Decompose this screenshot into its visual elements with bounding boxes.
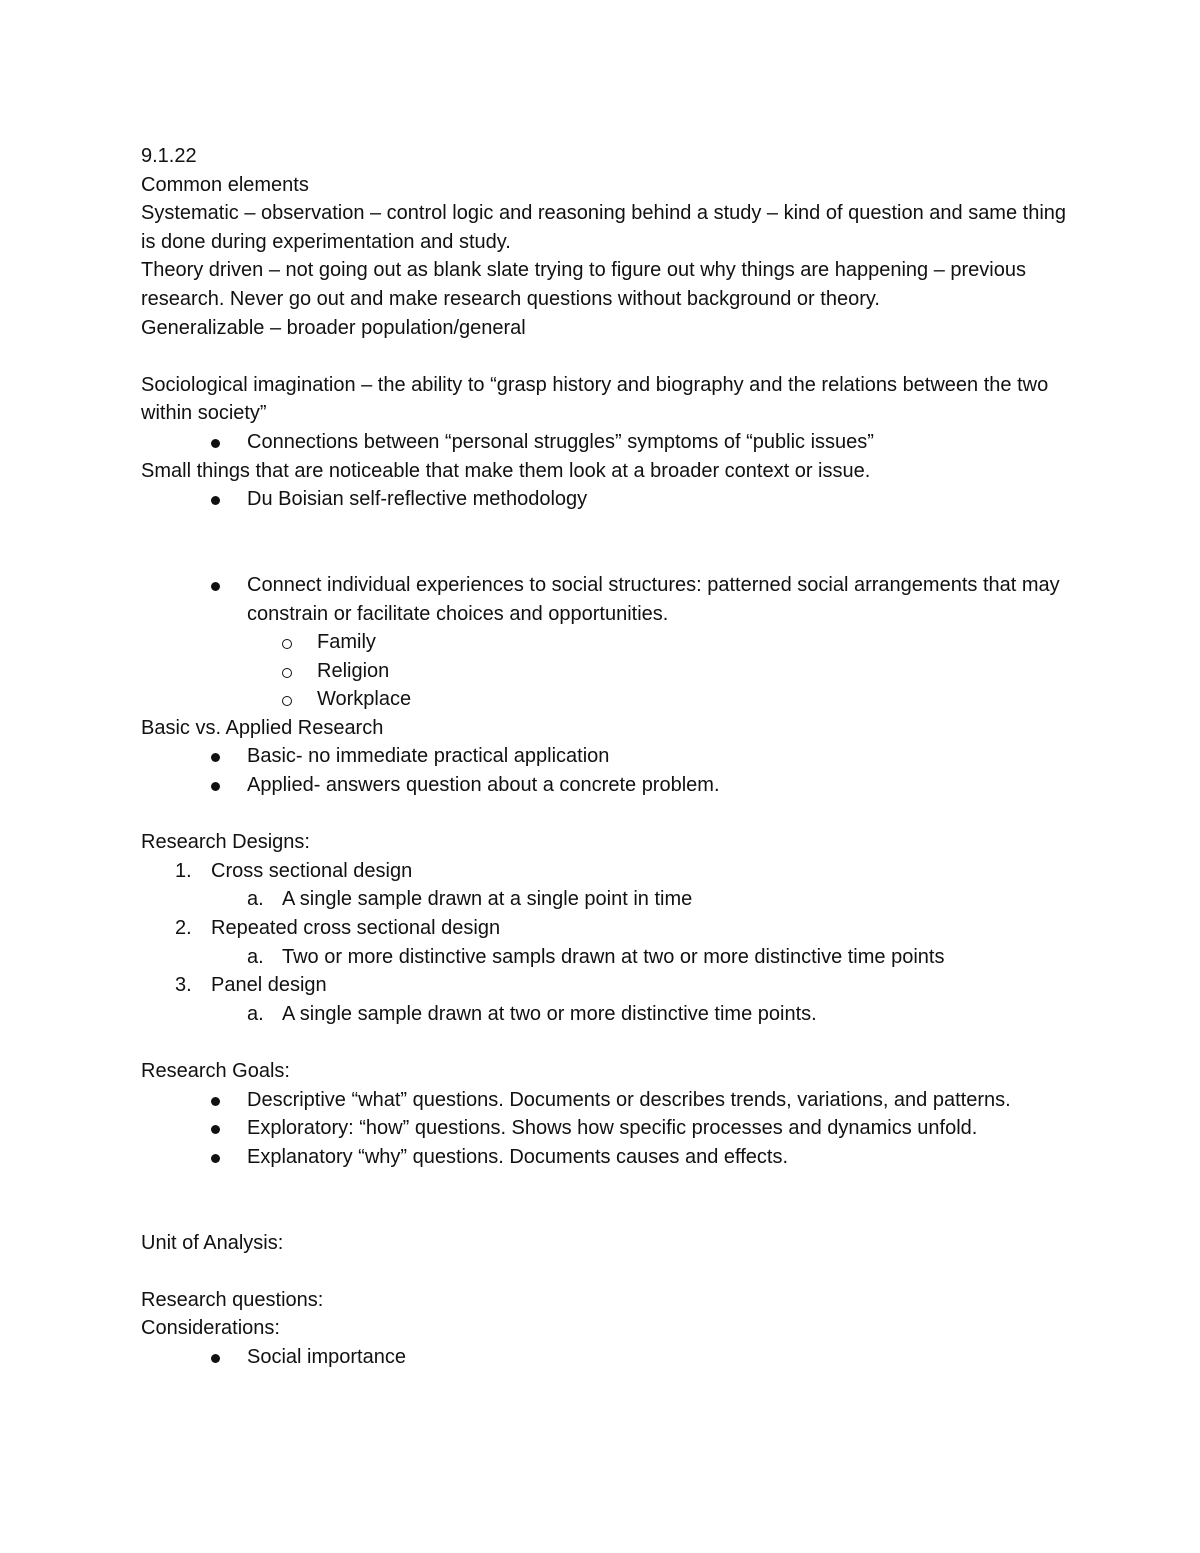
blank-line (141, 1171, 1071, 1228)
list-item-text: Du Boisian self-reflective methodology (247, 488, 588, 511)
list-item-text: Connect individual experiences to social structures: patterned social arrangements that may constrain or facilitate choices and opportunities. (247, 573, 1060, 625)
research-designs-heading: Research Designs: (141, 831, 310, 854)
list-item-text: Descriptive “what” questions. Documents or describes trends, variations, and patterns. (247, 1088, 1011, 1111)
list-number: 3. (175, 974, 192, 997)
sub-list-item (141, 657, 1071, 686)
list-item (141, 1114, 1071, 1143)
small-things-text: Small things that are noticeable that make them look at a broader context or issue. (141, 459, 871, 482)
sub-list-item (141, 628, 1071, 657)
circle-bullet-icon (282, 696, 292, 706)
bullet-icon (211, 1354, 220, 1363)
bullet-icon (211, 439, 220, 448)
blank-line (141, 1028, 1071, 1057)
lettered-item-text: Two or more distinctive sampls drawn at two or more distinctive time points (282, 945, 945, 968)
list-item-text: Connections between “personal struggles” symptoms of “public issues” (247, 430, 874, 453)
list-item-text: Exploratory: “how” questions. Shows how specific processes and dynamics unfold. (247, 1117, 978, 1140)
lettered-item (141, 885, 1071, 914)
numbered-item (141, 914, 1071, 943)
research-questions-heading: Research questions: (141, 1288, 324, 1311)
document-body (141, 142, 1071, 1372)
list-item (141, 1143, 1071, 1172)
lettered-item-text: A single sample drawn at two or more distinctive time points. (282, 1002, 817, 1025)
sub-list-item-text: Workplace (317, 688, 412, 711)
sub-list-item-text: Religion (317, 659, 390, 682)
bullet-icon (211, 1125, 220, 1134)
note-date: 9.1.22 (141, 145, 197, 167)
circle-bullet-icon (282, 639, 292, 649)
basic-vs-applied-heading: Basic vs. Applied Research (141, 716, 384, 739)
blank-line (141, 800, 1071, 829)
bullet-icon (211, 782, 220, 791)
lettered-item-text: A single sample drawn at a single point in time (282, 888, 693, 911)
numbered-item-text: Repeated cross sectional design (211, 917, 501, 940)
list-letter: a. (247, 1002, 264, 1025)
list-item (141, 742, 1071, 771)
bullet-icon (211, 496, 220, 505)
systematic-text: Systematic – observation – control logic and reasoning behind a study – kind of question and same thing is done during experimentation and study. (141, 202, 1067, 253)
common-elements-heading: Common elements (141, 173, 309, 196)
sub-list-item (141, 685, 1071, 714)
list-item (141, 485, 1071, 514)
bullet-icon (211, 753, 220, 762)
list-item-text: Explanatory “why” questions. Documents causes and effects. (247, 1145, 789, 1168)
considerations-heading: Considerations: (141, 1317, 280, 1340)
bullet-icon (211, 582, 220, 591)
theory-driven-text: Theory driven – not going out as blank slate trying to figure out why things are happening – previous research. Never go out and make research questions without background or theory. (141, 259, 1026, 310)
list-number: 1. (175, 859, 192, 882)
list-item (141, 1343, 1071, 1372)
unit-of-analysis-heading: Unit of Analysis: (141, 1231, 284, 1254)
list-item (141, 571, 1071, 628)
numbered-item-text: Cross sectional design (211, 859, 413, 882)
circle-bullet-icon (282, 668, 292, 678)
list-letter: a. (247, 888, 264, 911)
sub-list-item-text: Family (317, 631, 376, 654)
list-item (141, 1086, 1071, 1115)
blank-line (141, 342, 1071, 371)
numbered-item-text: Panel design (211, 974, 327, 997)
list-item (141, 428, 1071, 457)
bullet-icon (211, 1097, 220, 1106)
list-item (141, 771, 1071, 800)
numbered-item (141, 857, 1071, 886)
sociological-imagination-text: Sociological imagination – the ability to “grasp history and biography and the relations between the two within society” (141, 373, 1049, 425)
blank-line (141, 1257, 1071, 1286)
list-item-text: Applied- answers question about a concrete problem. (247, 774, 720, 797)
blank-line (141, 514, 1071, 571)
list-letter: a. (247, 945, 264, 968)
list-item-text: Social importance (247, 1345, 406, 1368)
list-item-text: Basic- no immediate practical application (247, 745, 610, 768)
lettered-item (141, 943, 1071, 972)
research-goals-heading: Research Goals: (141, 1060, 290, 1082)
lettered-item (141, 1000, 1071, 1029)
numbered-item (141, 971, 1071, 1000)
generalizable-text: Generalizable – broader population/general (141, 316, 526, 339)
bullet-icon (211, 1154, 220, 1163)
list-number: 2. (175, 917, 192, 940)
